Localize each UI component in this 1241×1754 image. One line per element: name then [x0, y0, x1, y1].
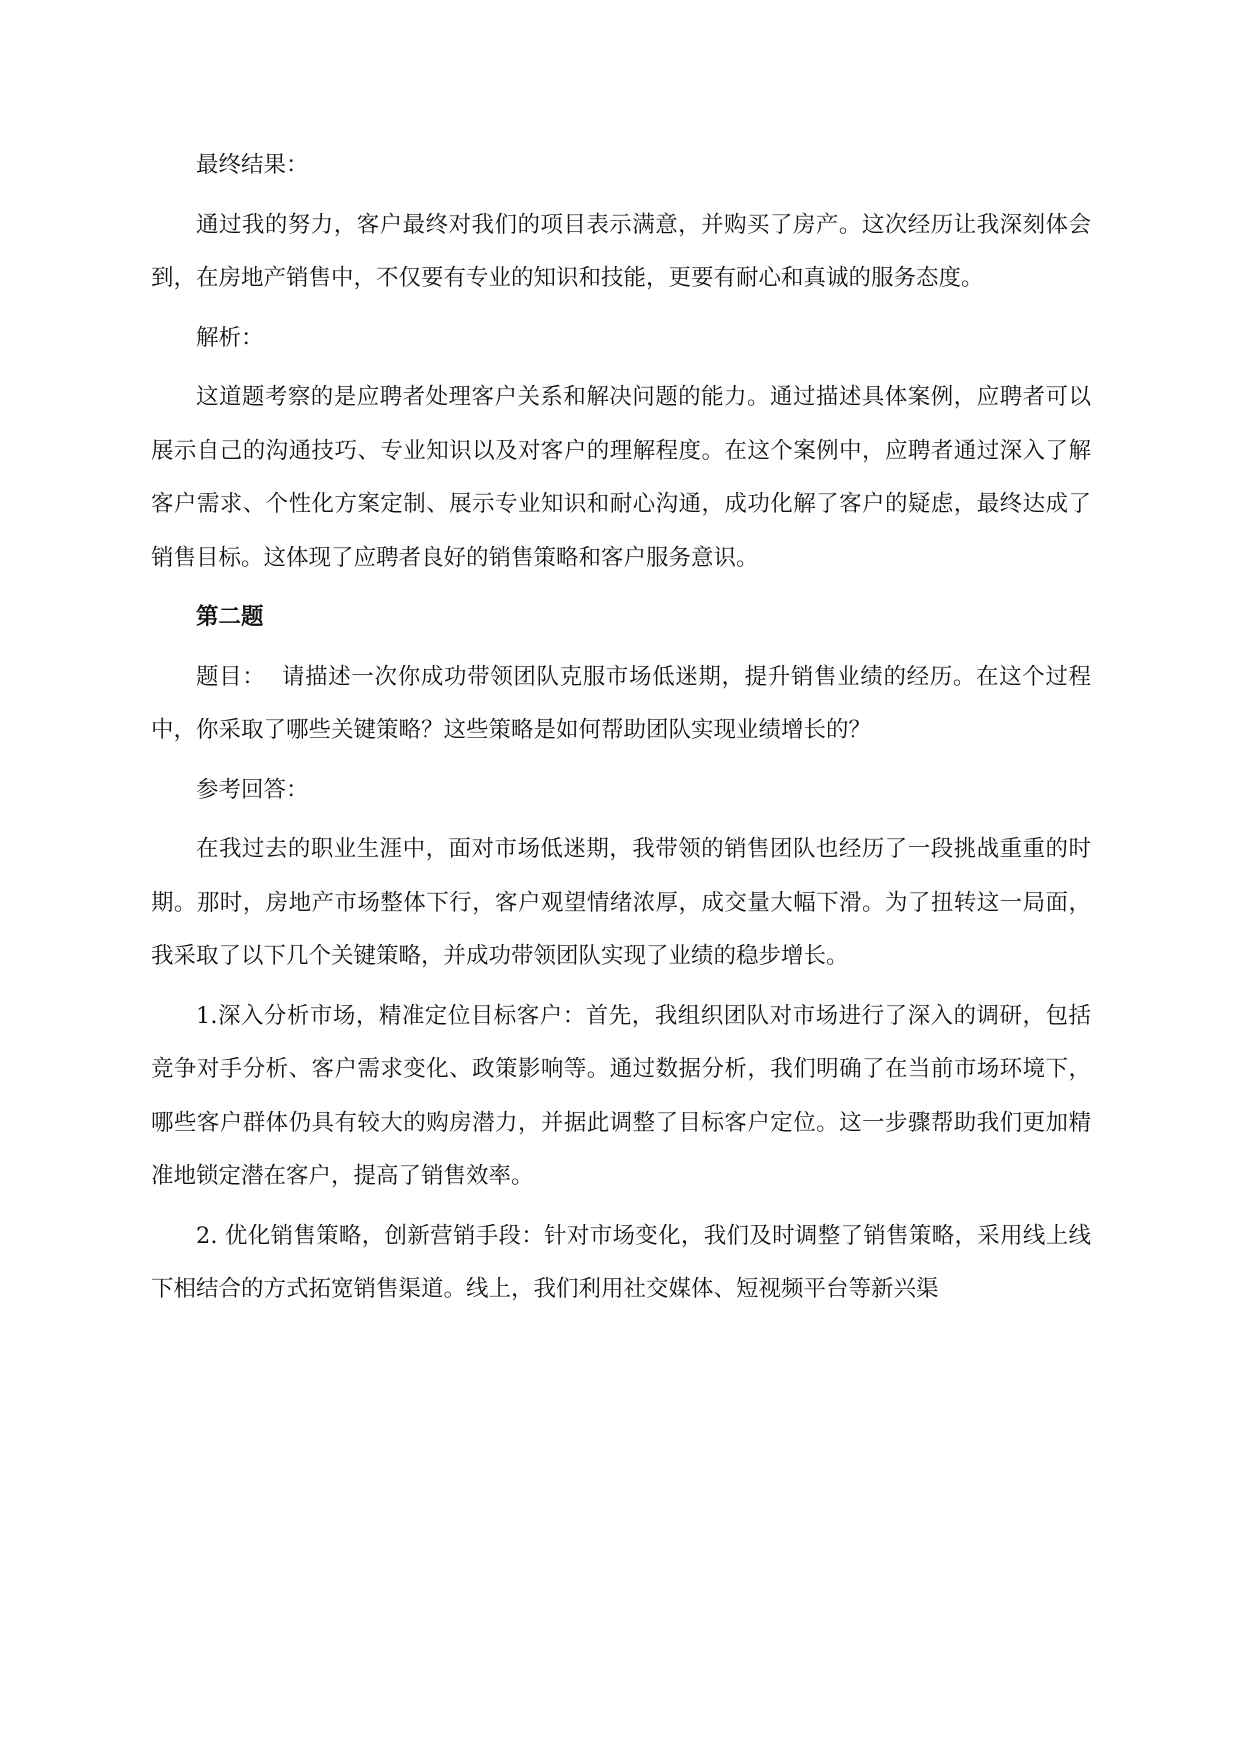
- final-result-paragraph: 通过我的努力，客户最终对我们的项目表示满意，并购买了房产。这次经历让我深刻体会到，在房地产销售中，不仅要有专业的知识和技能，更要有耐心和真诚的服务态度。: [151, 211, 1091, 291]
- question-text: 请描述一次你成功带领团队克服市场低迷期，提升销售业绩的经历。在这个过程中，你采取了哪些关键策略？这些策略是如何帮助团队实现业绩增长的？: [151, 663, 1091, 743]
- final-result-label: 最终结果：: [196, 152, 309, 178]
- strategy-two-paragraph: 2. 优化销售策略，创新营销手段：针对市场变化，我们及时调整了销售策略，采用线上线下相结合的方式拓宽销售渠道。线上，我们利用社交媒体、短视频平台等新兴渠: [151, 1222, 1091, 1302]
- section-heading-question-two: 第二题: [196, 604, 264, 630]
- answer-intro-paragraph: 在我过去的职业生涯中，面对市场低迷期，我带领的销售团队也经历了一段挑战重重的时期。那时，房地产市场整体下行，客户观望情绪浓厚，成交量大幅下滑。为了扭转这一局面，我采取了以下几个关键策略，并成功带领团队实现了业绩的稳步增长。: [151, 836, 1091, 969]
- strategy-one-paragraph: 1.深入分析市场，精准定位目标客户：首先，我组织团队对市场进行了深入的调研，包括竞争对手分析、客户需求变化、政策影响等。通过数据分析，我们明确了在当前市场环境下，哪些客户群体仍具有较大的购房潜力，并据此调整了目标客户定位。这一步骤帮助我们更加精准地锁定潜在客户，提高了销售效率。: [151, 1002, 1091, 1189]
- analysis-label: 解析：: [196, 324, 264, 351]
- question-paragraph: [151, 651, 1091, 758]
- question-label: 题目：: [196, 663, 266, 690]
- analysis-paragraph: 这道题考察的是应聘者处理客户关系和解决问题的能力。通过描述具体案例，应聘者可以展示自己的沟通技巧、专业知识以及对客户的理解程度。在这个案例中，应聘者通过深入了解客户需求、个性化方案定制、展示专业知识和耐心沟通，成功化解了客户的疑虑，最终达成了销售目标。这体现了应聘者良好的销售策略和客户服务意识。: [151, 384, 1091, 571]
- reference-answer-label: 参考回答：: [196, 776, 309, 803]
- document-body: [151, 139, 1091, 1323]
